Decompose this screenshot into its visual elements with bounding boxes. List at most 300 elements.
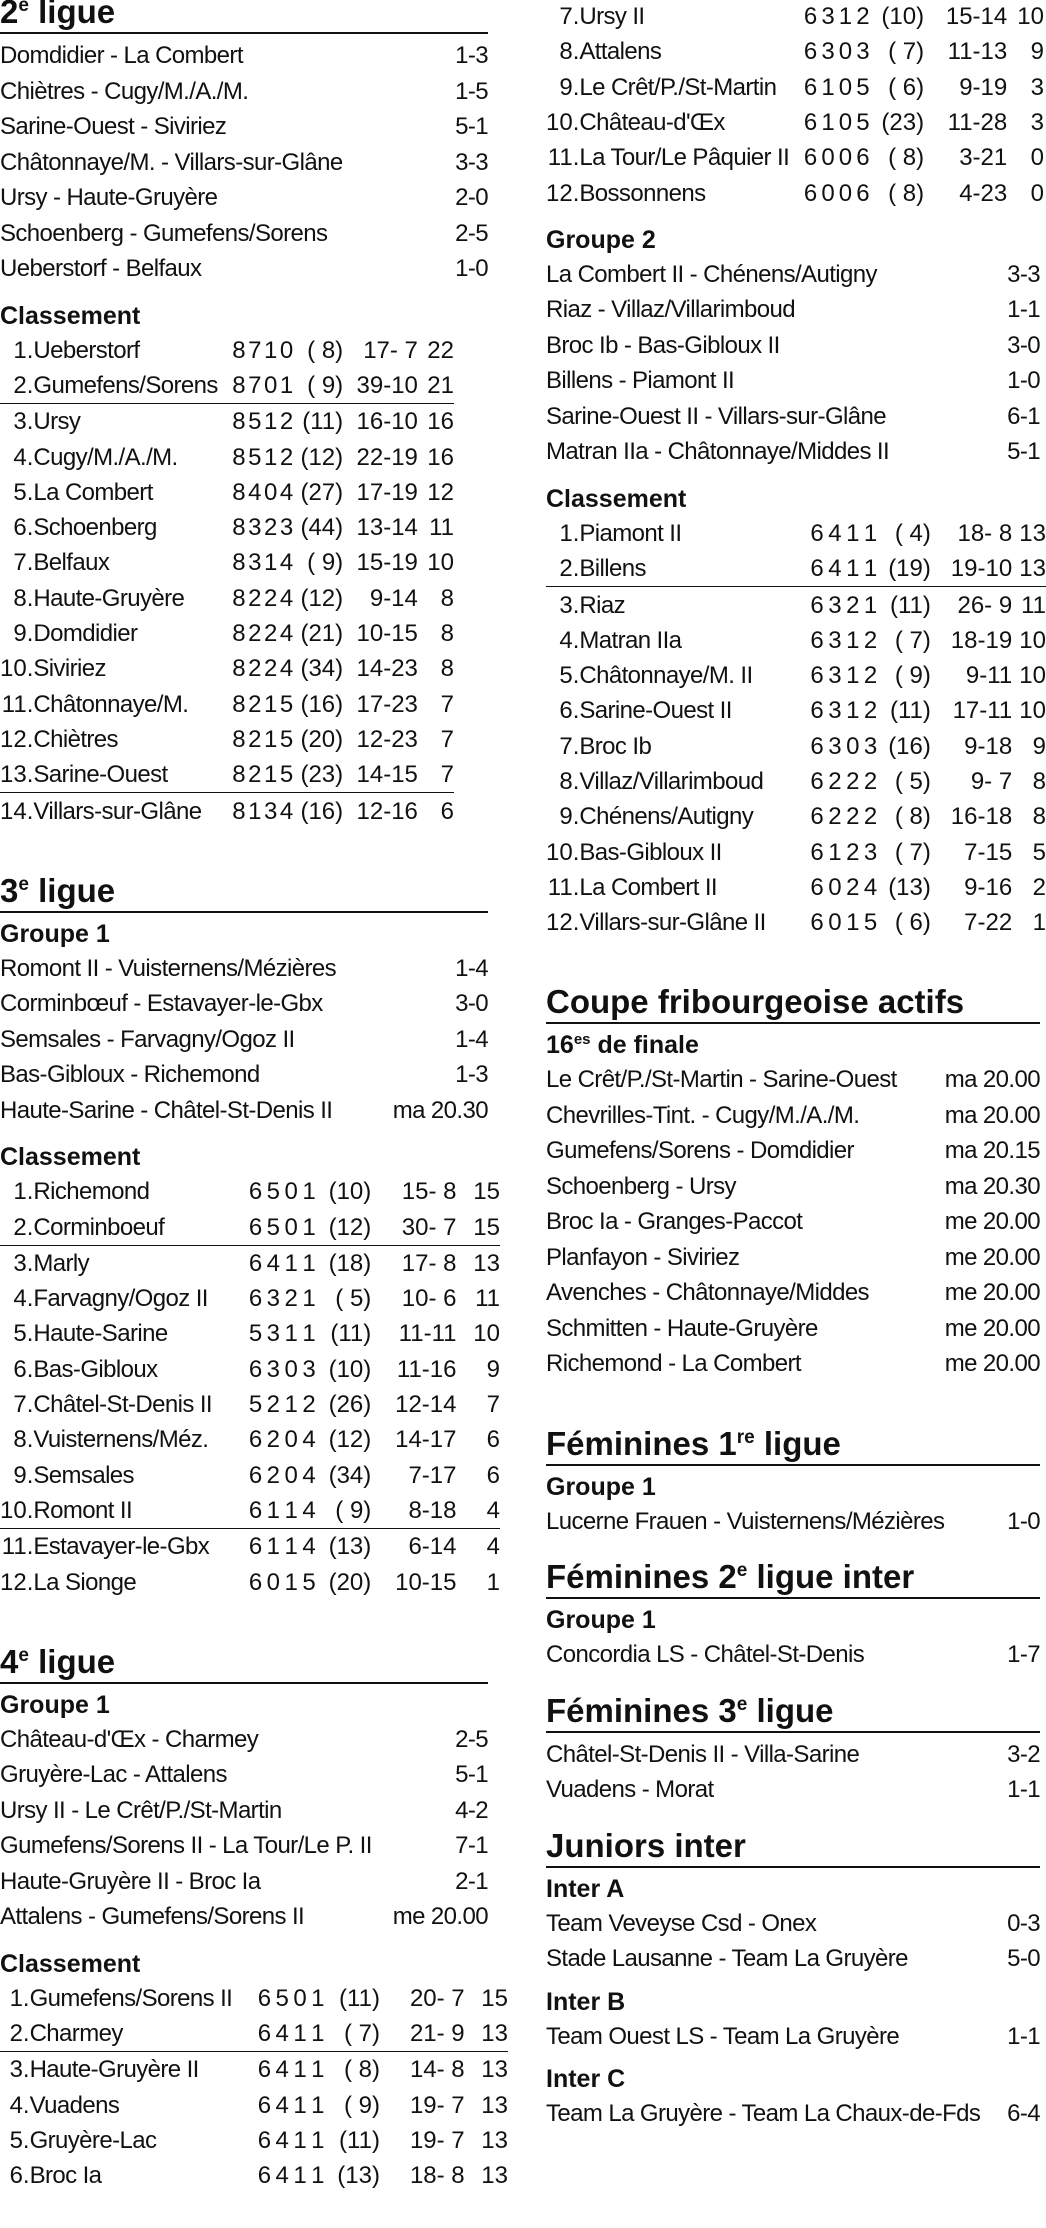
- classement-title: Classement: [0, 301, 141, 330]
- won-cell: 3: [828, 591, 842, 619]
- drawn-cell: 1: [846, 909, 860, 937]
- match-text: Gumefens/Sorens - Domdidier: [546, 1137, 854, 1165]
- standings-row: [0, 1352, 500, 1387]
- rank-cell: 9.: [13, 1461, 34, 1489]
- points-cell: 7: [486, 1391, 500, 1419]
- played-cell: 8: [232, 690, 246, 718]
- penalty-cell: (11): [330, 1320, 372, 1348]
- result-row: [0, 145, 488, 181]
- played-cell: 8: [232, 514, 246, 542]
- lost-cell: 4: [298, 1493, 316, 1529]
- match-text: Lucerne Frauen - Vuisternens/Mézières: [546, 1507, 945, 1535]
- goals-cell: 18-19: [950, 626, 1013, 654]
- standings-table: [0, 1174, 500, 1600]
- played-cell: 6: [248, 1285, 263, 1313]
- goals-cell: 13-14: [356, 514, 418, 542]
- points-cell: 16: [427, 443, 454, 471]
- lost-cell: 6: [856, 144, 870, 172]
- team-cell: Estavayer-le-Gbx: [33, 1533, 210, 1561]
- points-cell: 13: [1012, 551, 1046, 587]
- drawn-cell: 0: [284, 1461, 298, 1489]
- score-text: 1-0: [1007, 1507, 1040, 1535]
- goals-cell: 18- 8: [957, 519, 1013, 547]
- points-cell: 1: [1032, 909, 1046, 937]
- played-cell: 8: [232, 725, 246, 753]
- rank-cell: 4.: [13, 443, 34, 471]
- played-cell: 6: [810, 803, 824, 831]
- lost-cell: 1: [307, 2016, 325, 2052]
- goals-cell: 11-13: [947, 38, 1008, 66]
- standings-row: [0, 757, 454, 793]
- score-text: 3-3: [455, 148, 488, 176]
- won-cell: 4: [828, 519, 842, 547]
- points-cell: 10: [427, 549, 454, 577]
- match-text: Broc Ib - Bas-Gibloux II: [546, 331, 780, 359]
- points-cell: 10: [1017, 3, 1044, 31]
- lost-cell: 5: [856, 109, 870, 137]
- match-text: Corminbœuf - Estavayer-le-Gbx: [0, 990, 323, 1018]
- rank-cell: 2.: [0, 1209, 33, 1245]
- lost-cell: 3: [302, 1355, 316, 1383]
- penalty-cell: ( 8): [888, 179, 925, 207]
- team-cell: Sarine-Ouest: [33, 757, 217, 793]
- played-cell: 8: [232, 797, 246, 825]
- result-row: [546, 1637, 1040, 1673]
- lost-cell: 2: [863, 662, 878, 690]
- points-cell: 10: [1019, 697, 1046, 725]
- standings-row: [0, 1981, 508, 2016]
- section-juniors-inter: [546, 1828, 1040, 2132]
- team-cell: Matran IIa: [579, 626, 682, 654]
- won-cell: 3: [828, 626, 842, 654]
- goals-cell: 9- 7: [970, 768, 1013, 795]
- drawn-cell: 1: [264, 549, 278, 577]
- score-text: me 20.00: [944, 1208, 1040, 1236]
- rank-cell: 11.: [547, 873, 580, 901]
- lost-cell: 4: [279, 655, 294, 683]
- match-text: Châtonnaye/M. - Villars-sur-Glâne: [0, 148, 343, 176]
- drawn-cell: 1: [846, 662, 860, 690]
- drawn-cell: 1: [293, 2091, 307, 2119]
- won-cell: 4: [275, 2091, 289, 2119]
- goals-cell: 14-15: [343, 757, 418, 793]
- result-row: [546, 2096, 1040, 2132]
- standings-row: [0, 1564, 500, 1599]
- won-cell: 0: [828, 909, 842, 937]
- points-cell: 11: [475, 1285, 500, 1313]
- goals-cell: 22-19: [356, 443, 418, 471]
- won-cell: 2: [266, 1461, 281, 1489]
- goals-cell: 17- 8: [401, 1249, 457, 1277]
- drawn-cell: 2: [846, 591, 860, 619]
- drawn-cell: 2: [264, 584, 278, 612]
- lost-cell: 2: [863, 803, 878, 831]
- penalty-cell: (23): [881, 109, 925, 137]
- results-list: [546, 2019, 1040, 2055]
- lost-cell: 1: [277, 368, 293, 404]
- rank-cell: 6.: [9, 2162, 30, 2190]
- match-text: Ueberstorf - Belfaux: [0, 255, 202, 282]
- drawn-cell: 0: [284, 1355, 298, 1383]
- standings-table: [546, 0, 1044, 211]
- penalty-cell: (21): [300, 620, 344, 648]
- score-text: me 20.00: [944, 1243, 1040, 1271]
- result-row: [0, 38, 488, 74]
- won-cell: 4: [248, 478, 262, 506]
- team-cell: Villars-sur-Glâne II: [579, 909, 766, 937]
- section-title: Juniors inter: [546, 1828, 1040, 1868]
- lost-cell: 5: [279, 690, 294, 718]
- drawn-cell: 1: [846, 697, 860, 725]
- penalty-cell: (20): [300, 725, 344, 753]
- won-cell: 3: [828, 697, 842, 725]
- standings-row: [546, 799, 1046, 834]
- rank-cell: 14.: [0, 797, 34, 825]
- goals-cell: 10- 6: [401, 1285, 457, 1313]
- won-cell: 2: [246, 757, 262, 793]
- played-cell: 8: [232, 584, 246, 612]
- result-row: [546, 1240, 1040, 1276]
- result-row: [546, 1133, 1040, 1169]
- penalty-cell: ( 7): [894, 626, 931, 654]
- results-list: [546, 257, 1040, 470]
- penalty-cell: (11): [889, 591, 931, 619]
- drawn-cell: 0: [846, 732, 860, 760]
- played-cell: 6: [810, 519, 824, 547]
- section-title: 3e ligue: [0, 873, 488, 913]
- score-text: 3-0: [1007, 331, 1040, 359]
- score-text: 6-1: [1007, 402, 1040, 430]
- drawn-cell: 1: [284, 1533, 298, 1561]
- standings-row: [546, 140, 1044, 175]
- team-cell: La Combert II: [579, 873, 717, 901]
- score-text: ma 20.30: [944, 1172, 1040, 1200]
- goals-cell: 16-10: [356, 408, 418, 436]
- standings-table: [0, 1981, 508, 2194]
- played-cell: 6: [248, 1461, 263, 1489]
- drawn-cell: 1: [264, 336, 278, 364]
- won-cell: 4: [271, 2016, 289, 2052]
- won-cell: 1: [821, 109, 835, 137]
- played-cell: 6: [257, 2162, 272, 2190]
- drawn-cell: 1: [264, 725, 278, 753]
- lost-cell: 1: [311, 2091, 325, 2119]
- rank-cell: 7.: [559, 3, 580, 31]
- result-row: [546, 399, 1040, 435]
- penalty-cell: (16): [300, 690, 344, 718]
- team-cell: Ursy II: [579, 3, 645, 31]
- lost-cell: 1: [302, 1249, 316, 1277]
- results-list: [0, 38, 488, 287]
- team-cell: Siviriez: [33, 655, 106, 683]
- standings-row: [546, 0, 1044, 34]
- lost-cell: 4: [279, 478, 294, 506]
- result-row: [0, 1828, 488, 1864]
- penalty-cell: ( 8): [343, 2056, 380, 2084]
- rank-cell: 1.: [9, 1984, 30, 2012]
- score-text: 5-1: [1007, 438, 1040, 466]
- match-text: Broc Ia - Granges-Paccot: [546, 1208, 803, 1236]
- drawn-cell: 1: [842, 551, 860, 587]
- standings-table: [546, 516, 1046, 941]
- rank-cell: 5.: [13, 478, 34, 506]
- goals-cell: 14-17: [395, 1426, 457, 1454]
- standings-row: [0, 2123, 508, 2158]
- rank-cell: 4.: [559, 626, 580, 654]
- match-text: Schoenberg - Gumefens/Sorens: [0, 219, 328, 247]
- result-row: [546, 1906, 1040, 1942]
- match-text: Gruyère-Lac - Attalens: [0, 1761, 227, 1789]
- played-cell: 6: [248, 1249, 263, 1277]
- score-text: 1-1: [1007, 296, 1040, 324]
- played-cell: 6: [803, 3, 818, 31]
- drawn-cell: 1: [846, 519, 860, 547]
- played-cell: 5: [248, 1320, 263, 1348]
- goals-cell: 12-16: [356, 797, 418, 825]
- drawn-cell: 2: [846, 838, 860, 866]
- standings-row: [0, 1245, 500, 1281]
- team-cell: Gumefens/Sorens: [33, 368, 217, 404]
- points-cell: 0: [1030, 179, 1044, 207]
- rank-cell: 4.: [9, 2091, 30, 2119]
- score-text: 4-2: [455, 1796, 488, 1824]
- team-cell: La Tour/Le Pâquier II: [579, 144, 790, 172]
- played-cell: 6: [223, 1209, 262, 1245]
- penalty-cell: ( 5): [335, 1285, 372, 1313]
- results-list: [546, 2096, 1040, 2132]
- group-title: Inter B: [546, 1987, 626, 2016]
- score-text: 1-1: [1007, 2022, 1040, 2050]
- result-row: [0, 1093, 488, 1129]
- standings-row: [546, 658, 1046, 693]
- won-cell: 3: [266, 1285, 281, 1313]
- points-cell: 12: [427, 478, 454, 506]
- section-title: Coupe fribourgeoise actifs: [546, 984, 1040, 1024]
- rank-cell: 9.: [559, 803, 580, 831]
- team-cell: Broc Ia: [29, 2162, 102, 2190]
- lost-cell: 1: [302, 1285, 316, 1313]
- penalty-cell: (13): [328, 1533, 372, 1561]
- result-row: [0, 1864, 488, 1900]
- standings-row: [0, 1422, 500, 1457]
- played-cell: 6: [248, 1178, 263, 1206]
- standings-row: [0, 616, 454, 651]
- rank-cell: 12.: [546, 909, 580, 937]
- won-cell: 4: [266, 1249, 281, 1277]
- played-cell: 6: [248, 1426, 263, 1454]
- won-cell: 7: [246, 368, 262, 404]
- won-cell: 3: [248, 514, 262, 542]
- result-row: [546, 363, 1040, 399]
- rank-cell: 11.: [1, 1533, 34, 1561]
- drawn-cell: 2: [846, 768, 860, 795]
- played-cell: 6: [248, 1533, 263, 1561]
- standings-row: [546, 623, 1046, 658]
- rank-cell: 2.: [0, 2016, 30, 2052]
- section-4e-ligue-continued: [546, 0, 1046, 940]
- team-cell: Villaz/Villarimboud: [579, 768, 764, 795]
- goals-cell: 9-16: [964, 873, 1013, 901]
- played-cell: 8: [218, 757, 246, 793]
- team-cell: Haute-Gruyère II: [29, 2056, 199, 2084]
- result-row: [546, 1169, 1040, 1205]
- group-title: Groupe 1: [0, 1690, 110, 1719]
- rank-cell: 9.: [13, 620, 34, 648]
- section-feminines-2e: [546, 1559, 1040, 1673]
- drawn-cell: 0: [262, 368, 278, 404]
- played-cell: 6: [257, 2091, 272, 2119]
- drawn-cell: 1: [284, 1320, 298, 1348]
- standings-row: [0, 651, 454, 686]
- score-text: 3-0: [455, 990, 488, 1018]
- result-row: [0, 1722, 488, 1758]
- team-cell: Belfaux: [33, 549, 110, 577]
- won-cell: 1: [248, 797, 262, 825]
- played-cell: 6: [232, 2016, 271, 2052]
- penalty-cell: (16): [300, 797, 344, 825]
- drawn-cell: 1: [293, 2162, 307, 2190]
- team-cell: Sarine-Ouest II: [579, 697, 732, 725]
- result-row: [0, 180, 488, 216]
- won-cell: 2: [828, 803, 842, 831]
- won-cell: 1: [821, 73, 835, 101]
- points-cell: 13: [481, 2091, 508, 2119]
- drawn-cell: 1: [293, 2127, 307, 2155]
- penalty-cell: (10): [881, 3, 925, 31]
- penalty-cell: ( 9): [316, 1493, 372, 1529]
- lost-cell: 2: [302, 1391, 316, 1419]
- standings-table: [0, 333, 454, 829]
- result-row: [0, 1757, 488, 1793]
- won-cell: 4: [824, 551, 842, 587]
- section-feminines-3e: [546, 1693, 1040, 1808]
- standings-row: [0, 581, 454, 616]
- section-title: Féminines 3e ligue: [546, 1693, 1040, 1733]
- rank-cell: 10.: [0, 655, 34, 683]
- match-text: Châtel-St-Denis II - Villa-Sarine: [546, 1740, 860, 1768]
- standings-row: [546, 34, 1044, 69]
- group-title: Inter A: [546, 1874, 625, 1903]
- results-list: [0, 951, 488, 1129]
- team-cell: Farvagny/Ogoz II: [33, 1285, 208, 1313]
- score-text: 6-4: [1007, 2100, 1040, 2128]
- lost-cell: 1: [311, 2127, 325, 2155]
- won-cell: 2: [248, 584, 262, 612]
- goals-cell: 7-17: [408, 1461, 457, 1489]
- won-cell: 4: [275, 2162, 289, 2190]
- won-cell: 1: [828, 838, 842, 866]
- rank-cell: 4.: [13, 1285, 34, 1313]
- team-cell: Haute-Gruyère: [33, 584, 185, 612]
- rank-cell: 5.: [13, 1320, 34, 1348]
- rank-cell: 3.: [13, 1249, 34, 1277]
- team-cell: Châtel-St-Denis II: [33, 1391, 212, 1419]
- match-text: Ursy II - Le Crêt/P./St-Martin: [0, 1796, 282, 1824]
- standings-row: [0, 1458, 500, 1493]
- played-cell: 6: [257, 1984, 272, 2012]
- points-cell: 4: [457, 1493, 501, 1529]
- result-row: [546, 1098, 1040, 1134]
- result-row: [0, 251, 488, 287]
- points-cell: 11: [1021, 591, 1046, 619]
- won-cell: 2: [266, 1391, 281, 1419]
- rank-cell: 3.: [13, 408, 34, 436]
- won-cell: 2: [248, 690, 262, 718]
- won-cell: 4: [275, 2127, 289, 2155]
- goals-cell: 12-14: [395, 1391, 457, 1419]
- drawn-cell: 0: [838, 73, 853, 101]
- penalty-cell: (16): [888, 732, 931, 760]
- drawn-cell: 1: [289, 2016, 307, 2052]
- rank-cell: 13.: [0, 757, 33, 793]
- penalty-cell: (20): [328, 1568, 372, 1596]
- drawn-cell: 2: [264, 514, 278, 542]
- team-cell: Bas-Gibloux: [33, 1355, 158, 1383]
- team-cell: Charmey: [30, 2016, 233, 2052]
- won-cell: 2: [266, 1426, 281, 1454]
- points-cell: 6: [486, 1461, 500, 1489]
- drawn-cell: 2: [284, 1285, 298, 1313]
- rank-cell: 7.: [13, 549, 34, 577]
- goals-cell: 17- 7: [363, 336, 418, 364]
- score-text: 5-1: [455, 1761, 488, 1789]
- team-cell: Domdidier: [33, 620, 138, 648]
- goals-cell: 18- 8: [409, 2162, 465, 2190]
- points-cell: 13: [481, 2162, 508, 2190]
- lost-cell: 1: [311, 1984, 325, 2012]
- points-cell: 21: [418, 368, 454, 404]
- rank-cell: 12.: [546, 179, 580, 207]
- match-text: Domdidier - La Combert: [0, 42, 243, 69]
- lost-cell: 2: [863, 768, 878, 795]
- team-cell: Attalens: [579, 38, 662, 66]
- won-cell: 3: [828, 662, 842, 690]
- match-text: Schmitten - Haute-Gruyère: [546, 1314, 818, 1342]
- score-text: 3-2: [1007, 1740, 1040, 1768]
- standings-row: [0, 1529, 500, 1565]
- won-cell: 3: [821, 38, 835, 66]
- section-2e-ligue: [0, 0, 488, 829]
- standings-row: [0, 1174, 500, 1209]
- rank-cell: 8.: [13, 584, 34, 612]
- played-cell: 8: [232, 336, 246, 364]
- penalty-cell: (34): [328, 1461, 372, 1489]
- match-text: Le Crêt/P./St-Martin - Sarine-Ouest: [546, 1066, 897, 1094]
- penalty-cell: (11): [339, 1984, 380, 2012]
- goals-cell: 11-16: [396, 1355, 457, 1383]
- goals-cell: 20- 7: [409, 1984, 465, 2012]
- penalty-cell: ( 5): [894, 768, 931, 795]
- penalty-cell: (34): [300, 655, 344, 683]
- points-cell: 8: [440, 584, 454, 612]
- goals-cell: 39-10: [343, 368, 418, 404]
- won-cell: 3: [266, 1320, 281, 1348]
- team-cell: Billens: [579, 551, 794, 587]
- score-text: 3-3: [1007, 260, 1040, 288]
- result-row: [546, 292, 1040, 328]
- match-text: Riaz - Villaz/Villarimboud: [546, 296, 795, 324]
- goals-cell: 15- 8: [401, 1178, 457, 1206]
- drawn-cell: 2: [264, 655, 278, 683]
- played-cell: 6: [810, 626, 824, 654]
- standings-row: [546, 587, 1046, 623]
- result-row: [0, 1022, 488, 1058]
- points-cell: 8: [440, 620, 454, 648]
- points-cell: 13: [481, 2056, 508, 2084]
- drawn-cell: 0: [838, 144, 853, 172]
- standings-row: [0, 793, 454, 829]
- standings-row: [0, 404, 454, 440]
